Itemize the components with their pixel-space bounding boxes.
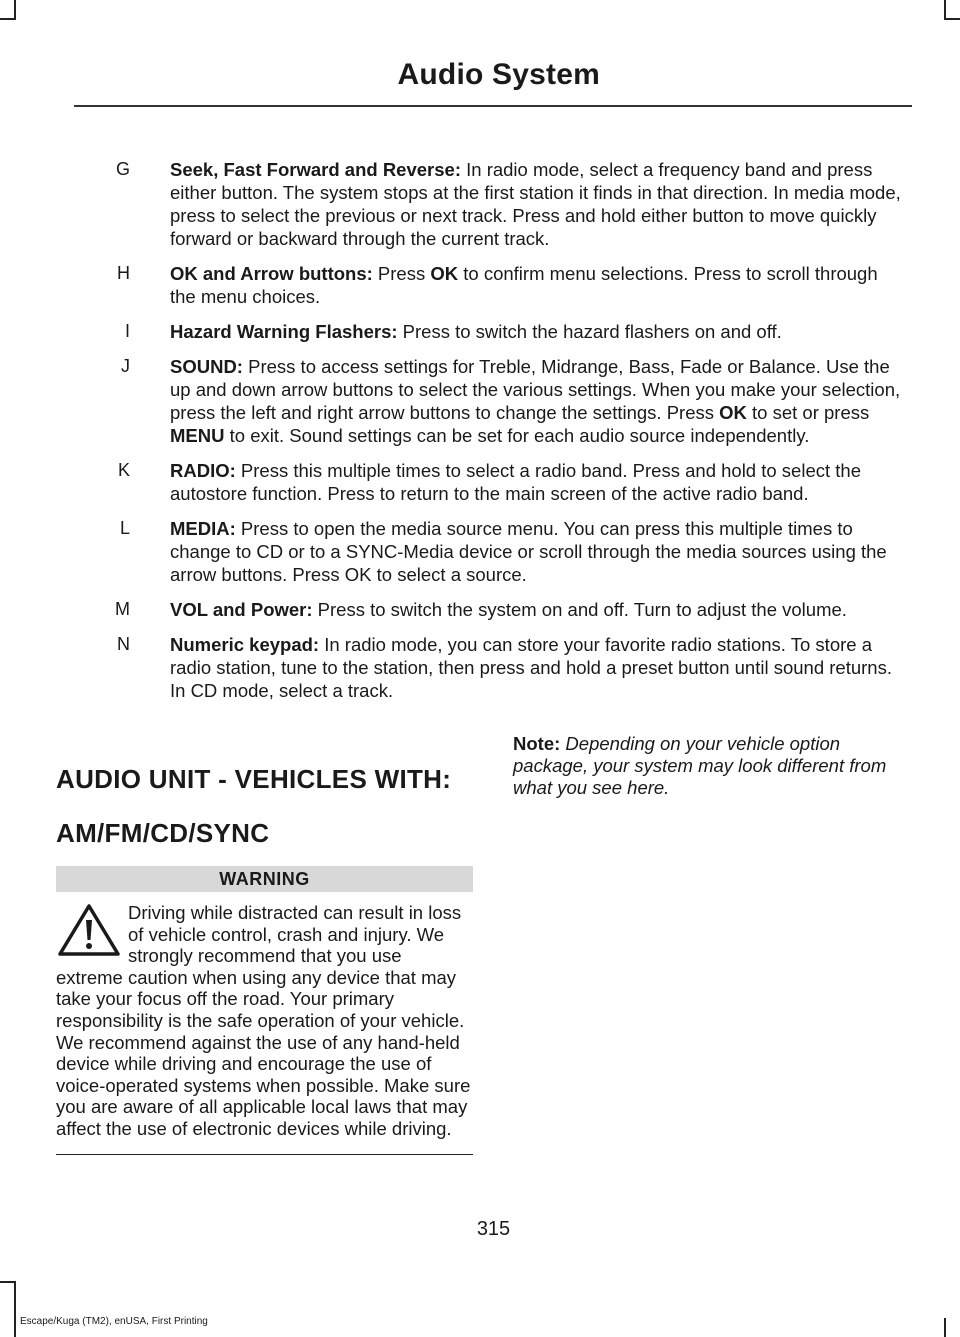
item-term: MEDIA: [170, 518, 236, 539]
crop-mark [944, 1318, 946, 1337]
warning-triangle-icon [56, 902, 122, 958]
item-letter: H [117, 263, 130, 283]
section-heading: AUDIO UNIT - VEHICLES WITH: [56, 764, 452, 794]
item-letter: G [115, 159, 130, 179]
list-item [88, 355, 903, 447]
item-description [170, 459, 903, 505]
item-letter: K [117, 460, 130, 480]
item-text: to set or press [746, 402, 870, 423]
item-term: SOUND: [170, 356, 243, 377]
item-text: to exit. Sound settings can be set for each audio source independently. [224, 425, 810, 446]
item-text: Press to switch the hazard flashers on and off. [397, 321, 782, 342]
item-description [170, 320, 903, 343]
item-description [170, 262, 903, 308]
item-term: Seek, Fast Forward and Reverse: [170, 159, 461, 180]
item-text: Press to access settings for Treble, Midrange, Bass, Fade or Balance. Use the up and down arrow buttons to select the various settings. When you make your selection, press the left and right arrow buttons to change the settings. Press [170, 356, 901, 423]
note-label: Note: [513, 733, 561, 754]
item-letter: N [117, 634, 130, 654]
item-text: Press this multiple times to select a radio band. Press and hold to select the autostore function. Press to return to the main screen of the active radio band. [170, 460, 861, 504]
footer-text: Escape/Kuga (TM2), enUSA, First Printing [20, 1316, 208, 1327]
item-text: Press [372, 263, 431, 284]
item-description [170, 517, 903, 586]
note-text: Depending on your vehicle option package, your system may look different from what you see here. [513, 733, 887, 798]
note [513, 733, 913, 799]
warning-text: Driving while distracted can result in loss of vehicle control, crash and injury. We strongly recommend that you use extreme caution when using any device that may take your focus off the road. Your primary responsibility is the safe operation of your vehicle. We recommend against the use of any hand-held device while driving and encourage the use of voice-operated systems when possible. Make sure you are aware of all applicable local laws that may affect the use of electronic devices while driving. [56, 902, 471, 1139]
header-divider [74, 105, 912, 107]
section-subheading: AM/FM/CD/SYNC [56, 818, 270, 848]
crop-mark [944, 0, 946, 20]
list-item [88, 158, 903, 250]
page-number: 315 [476, 1218, 511, 1240]
item-text: Press to switch the system on and off. Turn to adjust the volume. [312, 599, 847, 620]
item-letter: I [124, 321, 130, 341]
warning-label: WARNING [56, 866, 473, 892]
list-item [88, 598, 903, 621]
item-text: In radio mode, select a frequency band and press either button. The system stops at the first station it finds in that direction. In media mode, press to select the previous or next track. Press and hold either button to move quickly forward or backward through the current track. [170, 159, 901, 249]
ok-keyword: OK [430, 263, 459, 284]
item-term: RADIO: [170, 460, 236, 481]
warning-content [56, 902, 473, 1140]
item-text: In radio mode, you can store your favorite radio stations. To store a radio station, tune to the station, then press and hold a preset button until sound returns. In CD mode, select a track. [170, 634, 892, 701]
item-term: VOL and Power: [170, 599, 313, 620]
item-description [170, 598, 903, 621]
item-letter: M [115, 599, 130, 619]
list-item [88, 320, 903, 343]
crop-mark [0, 1281, 16, 1283]
page-title: Audio System [397, 58, 600, 91]
list-item [88, 633, 903, 702]
item-text: Press to open the media source menu. You can press this multiple times to change to CD or to a SYNC-Media device or scroll through the media sources using the arrow buttons. Press OK to select a source. [170, 518, 887, 585]
crop-mark [0, 18, 16, 20]
item-list [88, 158, 903, 714]
crop-mark [944, 18, 960, 20]
crop-mark [14, 1281, 16, 1337]
item-letter: J [121, 356, 130, 376]
item-letter: L [119, 518, 130, 538]
menu-keyword: MENU [170, 425, 225, 446]
item-description [170, 633, 903, 702]
warning-box [56, 866, 473, 1155]
ok-keyword: OK [719, 402, 747, 423]
item-term: Numeric keypad: [170, 634, 320, 655]
list-item [88, 459, 903, 505]
warning-divider [56, 1154, 473, 1156]
list-item [88, 517, 903, 586]
item-text: to confirm menu selections. Press to scroll through the menu choices. [170, 263, 878, 307]
list-item [88, 262, 903, 308]
item-description [170, 158, 903, 250]
item-term: Hazard Warning Flashers: [170, 321, 398, 342]
crop-mark [14, 0, 16, 20]
item-description [170, 355, 903, 447]
item-term: OK and Arrow buttons: [170, 263, 373, 284]
